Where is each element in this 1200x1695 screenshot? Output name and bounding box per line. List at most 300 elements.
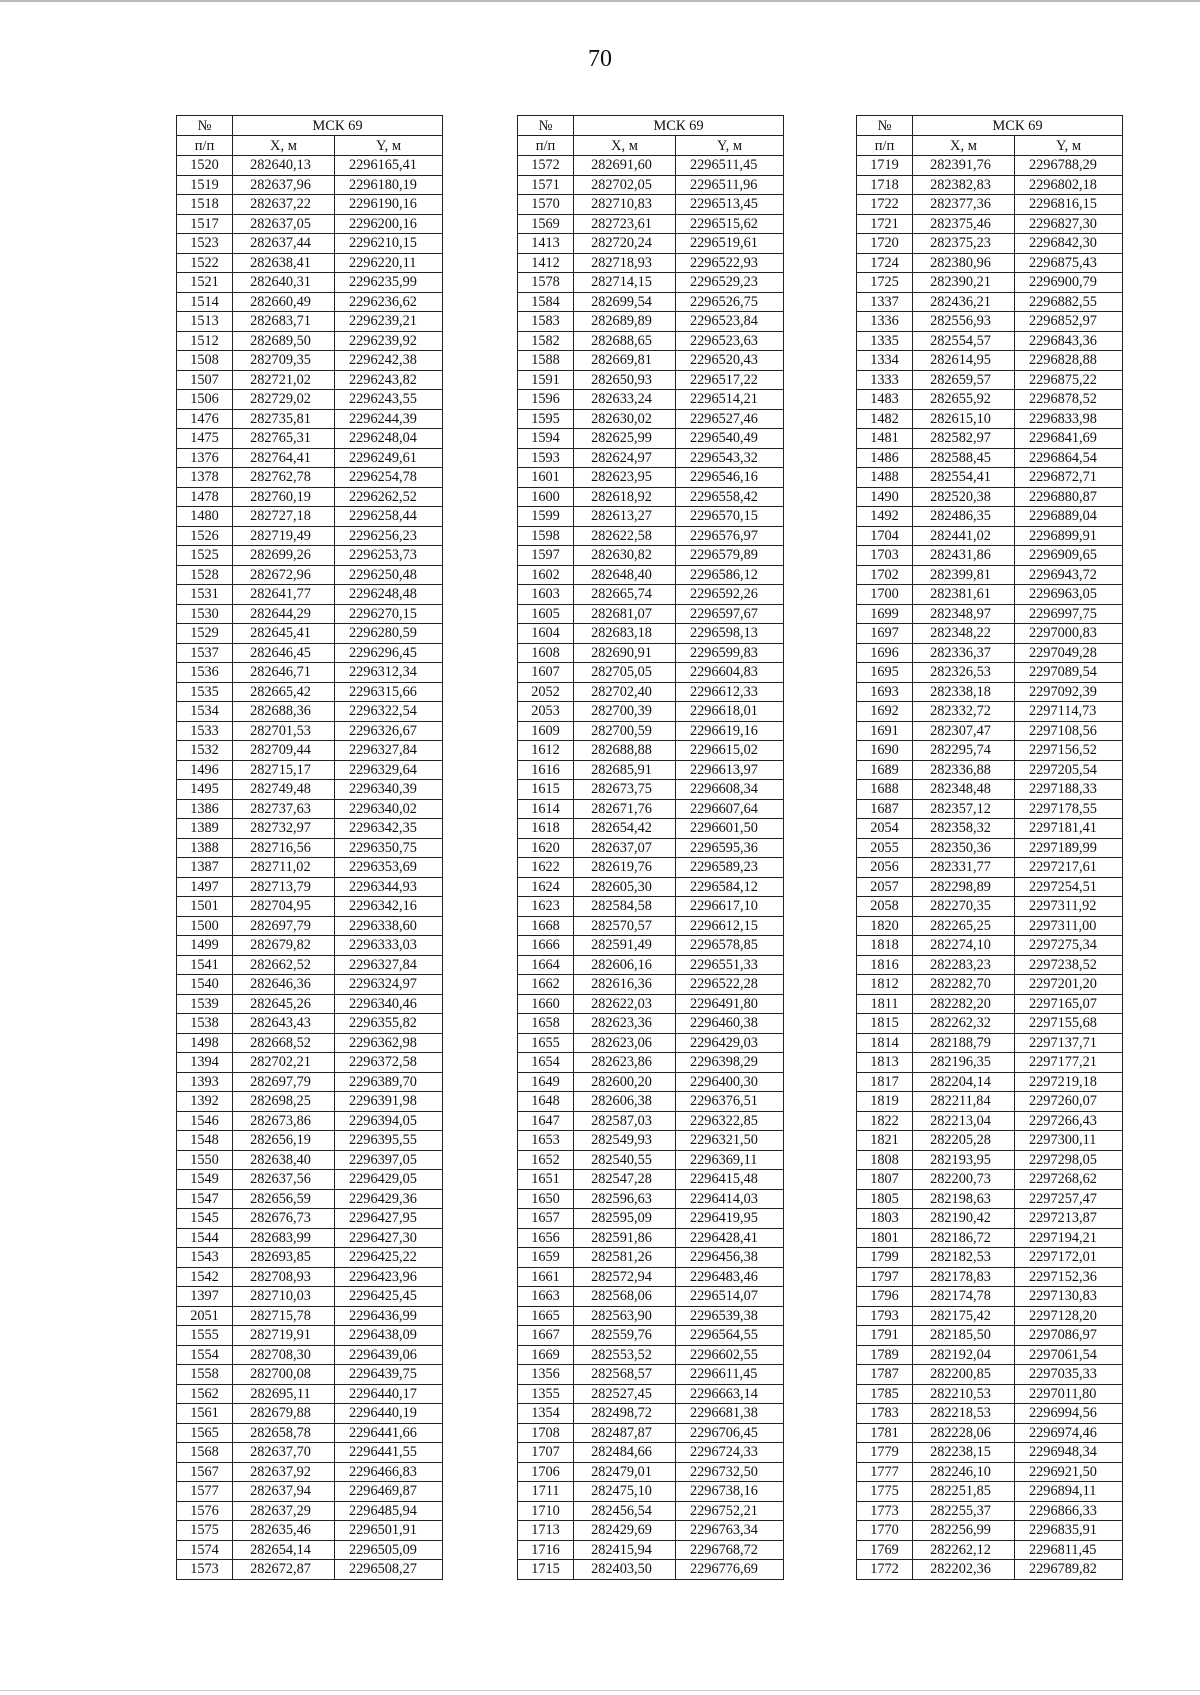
x-coordinate-cell: 282688,36 bbox=[233, 702, 335, 722]
x-coordinate-cell: 282563,90 bbox=[574, 1306, 676, 1326]
table-row bbox=[518, 975, 784, 995]
table-row bbox=[518, 663, 784, 683]
y-coordinate-cell: 2296738,16 bbox=[676, 1482, 784, 1502]
x-coordinate-cell: 282441,02 bbox=[913, 526, 1015, 546]
x-coordinate-cell: 282587,03 bbox=[574, 1111, 676, 1131]
x-coordinate-cell: 282700,39 bbox=[574, 702, 676, 722]
x-coordinate-cell: 282399,81 bbox=[913, 565, 1015, 585]
point-number-cell: 1656 bbox=[518, 1228, 574, 1248]
point-number-cell: 1785 bbox=[857, 1384, 913, 1404]
x-coordinate-cell: 282283,23 bbox=[913, 955, 1015, 975]
y-coordinate-cell: 2296491,80 bbox=[676, 994, 784, 1014]
point-number-cell: 1660 bbox=[518, 994, 574, 1014]
x-coordinate-cell: 282174,78 bbox=[913, 1287, 1015, 1307]
x-coordinate-cell: 282656,59 bbox=[233, 1189, 335, 1209]
point-number-cell: 1605 bbox=[518, 604, 574, 624]
point-number-cell: 1572 bbox=[518, 156, 574, 176]
table-row bbox=[518, 409, 784, 429]
point-number-cell: 1517 bbox=[177, 214, 233, 234]
table-row bbox=[177, 585, 443, 605]
x-coordinate-cell: 282646,36 bbox=[233, 975, 335, 995]
y-coordinate-cell: 2296324,97 bbox=[335, 975, 443, 995]
x-coordinate-cell: 282553,52 bbox=[574, 1345, 676, 1365]
table-row bbox=[518, 1131, 784, 1151]
table-row bbox=[177, 1482, 443, 1502]
point-number-cell: 1554 bbox=[177, 1345, 233, 1365]
table-row bbox=[518, 1111, 784, 1131]
table-row bbox=[177, 156, 443, 176]
y-coordinate-cell: 2296570,15 bbox=[676, 507, 784, 527]
point-number-cell: 1476 bbox=[177, 409, 233, 429]
point-number-cell: 1715 bbox=[518, 1560, 574, 1580]
y-coordinate-cell: 2296866,33 bbox=[1015, 1501, 1123, 1521]
y-coordinate-cell: 2296243,55 bbox=[335, 390, 443, 410]
y-coordinate-cell: 2296326,67 bbox=[335, 721, 443, 741]
table-row bbox=[857, 838, 1123, 858]
table-row bbox=[857, 663, 1123, 683]
table-row bbox=[857, 780, 1123, 800]
x-coordinate-cell: 282348,48 bbox=[913, 780, 1015, 800]
point-number-cell: 1543 bbox=[177, 1248, 233, 1268]
y-coordinate-cell: 2296899,91 bbox=[1015, 526, 1123, 546]
y-coordinate-cell: 2296527,46 bbox=[676, 409, 784, 429]
point-number-cell: 1558 bbox=[177, 1365, 233, 1385]
x-coordinate-cell: 282672,87 bbox=[233, 1560, 335, 1580]
table-row bbox=[177, 1404, 443, 1424]
x-coordinate-cell: 282568,06 bbox=[574, 1287, 676, 1307]
point-number-cell: 1704 bbox=[857, 526, 913, 546]
point-number-cell: 1388 bbox=[177, 838, 233, 858]
point-number-cell: 1711 bbox=[518, 1482, 574, 1502]
y-coordinate-cell: 2297181,41 bbox=[1015, 819, 1123, 839]
point-number-cell: 1526 bbox=[177, 526, 233, 546]
point-number-cell: 1661 bbox=[518, 1267, 574, 1287]
y-coordinate-cell: 2296441,66 bbox=[335, 1423, 443, 1443]
y-coordinate-cell: 2297011,80 bbox=[1015, 1384, 1123, 1404]
y-coordinate-cell: 2296802,18 bbox=[1015, 175, 1123, 195]
y-coordinate-cell: 2296835,91 bbox=[1015, 1521, 1123, 1541]
point-number-cell: 1555 bbox=[177, 1326, 233, 1346]
y-coordinate-cell: 2296872,71 bbox=[1015, 468, 1123, 488]
x-coordinate-cell: 282697,79 bbox=[233, 916, 335, 936]
point-number-cell: 1574 bbox=[177, 1540, 233, 1560]
y-coordinate-cell: 2296340,46 bbox=[335, 994, 443, 1014]
point-number-cell: 1355 bbox=[518, 1384, 574, 1404]
y-coordinate-cell: 2296242,38 bbox=[335, 351, 443, 371]
y-coordinate-cell: 2297061,54 bbox=[1015, 1345, 1123, 1365]
y-coordinate-cell: 2296539,38 bbox=[676, 1306, 784, 1326]
table-row bbox=[177, 1053, 443, 1073]
table-row bbox=[518, 741, 784, 761]
table-row bbox=[177, 760, 443, 780]
point-number-cell: 1654 bbox=[518, 1053, 574, 1073]
y-coordinate-cell: 2296828,88 bbox=[1015, 351, 1123, 371]
point-number-cell: 1495 bbox=[177, 780, 233, 800]
table-row bbox=[177, 936, 443, 956]
table-row bbox=[857, 234, 1123, 254]
table-row bbox=[857, 1443, 1123, 1463]
point-number-cell: 1608 bbox=[518, 643, 574, 663]
point-number-cell: 1817 bbox=[857, 1072, 913, 1092]
table-row bbox=[177, 468, 443, 488]
x-coordinate-cell: 282643,43 bbox=[233, 1014, 335, 1034]
point-number-cell: 1576 bbox=[177, 1501, 233, 1521]
x-coordinate-cell: 282702,05 bbox=[574, 175, 676, 195]
y-coordinate-cell: 2296344,93 bbox=[335, 877, 443, 897]
x-coordinate-cell: 282382,83 bbox=[913, 175, 1015, 195]
y-coordinate-cell: 2296816,15 bbox=[1015, 195, 1123, 215]
y-coordinate-cell: 2296244,39 bbox=[335, 409, 443, 429]
y-coordinate-cell: 2296517,22 bbox=[676, 370, 784, 390]
table-row bbox=[177, 975, 443, 995]
x-coordinate-cell: 282716,56 bbox=[233, 838, 335, 858]
x-coordinate-cell: 282729,02 bbox=[233, 390, 335, 410]
table-row bbox=[177, 1209, 443, 1229]
table-row bbox=[518, 897, 784, 917]
y-coordinate-cell: 2296248,04 bbox=[335, 429, 443, 449]
table-row bbox=[518, 682, 784, 702]
point-number-cell: 2051 bbox=[177, 1306, 233, 1326]
point-number-cell: 1534 bbox=[177, 702, 233, 722]
point-number-cell: 1603 bbox=[518, 585, 574, 605]
y-coordinate-cell: 2296253,73 bbox=[335, 546, 443, 566]
x-coordinate-cell: 282624,97 bbox=[574, 448, 676, 468]
table-row bbox=[518, 448, 784, 468]
y-coordinate-cell: 2296350,75 bbox=[335, 838, 443, 858]
table-row bbox=[518, 643, 784, 663]
point-number-cell: 1797 bbox=[857, 1267, 913, 1287]
point-number-cell: 1573 bbox=[177, 1560, 233, 1580]
point-number-cell: 1618 bbox=[518, 819, 574, 839]
y-coordinate-cell: 2296429,36 bbox=[335, 1189, 443, 1209]
point-number-cell: 1595 bbox=[518, 409, 574, 429]
point-number-cell: 1499 bbox=[177, 936, 233, 956]
y-coordinate-cell: 2296428,41 bbox=[676, 1228, 784, 1248]
y-coordinate-cell: 2296579,89 bbox=[676, 546, 784, 566]
x-coordinate-cell: 282391,76 bbox=[913, 156, 1015, 176]
y-coordinate-cell: 2296732,50 bbox=[676, 1462, 784, 1482]
table-row bbox=[518, 1345, 784, 1365]
y-coordinate-cell: 2296340,02 bbox=[335, 799, 443, 819]
column-header-number: № bbox=[177, 116, 233, 136]
x-coordinate-cell: 282570,57 bbox=[574, 916, 676, 936]
y-coordinate-cell: 2296501,91 bbox=[335, 1521, 443, 1541]
table-row bbox=[857, 721, 1123, 741]
point-number-cell: 1547 bbox=[177, 1189, 233, 1209]
point-number-cell: 1535 bbox=[177, 682, 233, 702]
y-coordinate-cell: 2297188,33 bbox=[1015, 780, 1123, 800]
point-number-cell: 1523 bbox=[177, 234, 233, 254]
y-coordinate-cell: 2297130,83 bbox=[1015, 1287, 1123, 1307]
x-coordinate-cell: 282375,23 bbox=[913, 234, 1015, 254]
point-number-cell: 1481 bbox=[857, 429, 913, 449]
y-coordinate-cell: 2297189,99 bbox=[1015, 838, 1123, 858]
y-coordinate-cell: 2296880,87 bbox=[1015, 487, 1123, 507]
y-coordinate-cell: 2296852,97 bbox=[1015, 312, 1123, 332]
point-number-cell: 1336 bbox=[857, 312, 913, 332]
point-number-cell: 1519 bbox=[177, 175, 233, 195]
point-number-cell: 1658 bbox=[518, 1014, 574, 1034]
point-number-cell: 1812 bbox=[857, 975, 913, 995]
x-coordinate-cell: 282415,94 bbox=[574, 1540, 676, 1560]
table-row bbox=[177, 234, 443, 254]
x-coordinate-cell: 282715,17 bbox=[233, 760, 335, 780]
x-coordinate-cell: 282282,20 bbox=[913, 994, 1015, 1014]
point-number-cell: 1393 bbox=[177, 1072, 233, 1092]
point-number-cell: 1596 bbox=[518, 390, 574, 410]
x-coordinate-cell: 282646,45 bbox=[233, 643, 335, 663]
x-coordinate-cell: 282381,61 bbox=[913, 585, 1015, 605]
y-coordinate-cell: 2296776,69 bbox=[676, 1560, 784, 1580]
point-number-cell: 1565 bbox=[177, 1423, 233, 1443]
x-coordinate-cell: 282613,27 bbox=[574, 507, 676, 527]
point-number-cell: 1397 bbox=[177, 1287, 233, 1307]
table-row bbox=[177, 351, 443, 371]
y-coordinate-cell: 2296340,39 bbox=[335, 780, 443, 800]
table-row bbox=[857, 877, 1123, 897]
table-row bbox=[518, 1072, 784, 1092]
x-coordinate-cell: 282715,78 bbox=[233, 1306, 335, 1326]
y-coordinate-cell: 2296372,58 bbox=[335, 1053, 443, 1073]
y-coordinate-cell: 2296842,30 bbox=[1015, 234, 1123, 254]
y-coordinate-cell: 2296322,54 bbox=[335, 702, 443, 722]
point-number-cell: 1512 bbox=[177, 331, 233, 351]
x-coordinate-cell: 282606,16 bbox=[574, 955, 676, 975]
point-number-cell: 1689 bbox=[857, 760, 913, 780]
y-coordinate-cell: 2296429,05 bbox=[335, 1170, 443, 1190]
table-row bbox=[857, 487, 1123, 507]
point-number-cell: 1653 bbox=[518, 1131, 574, 1151]
y-coordinate-cell: 2297213,87 bbox=[1015, 1209, 1123, 1229]
y-coordinate-cell: 2296236,62 bbox=[335, 292, 443, 312]
x-coordinate-cell: 282332,72 bbox=[913, 702, 1015, 722]
y-coordinate-cell: 2296355,82 bbox=[335, 1014, 443, 1034]
x-coordinate-cell: 282637,56 bbox=[233, 1170, 335, 1190]
y-coordinate-cell: 2296180,19 bbox=[335, 175, 443, 195]
table-row bbox=[857, 351, 1123, 371]
x-coordinate-cell: 282689,89 bbox=[574, 312, 676, 332]
table-row bbox=[857, 1560, 1123, 1580]
x-coordinate-cell: 282357,12 bbox=[913, 799, 1015, 819]
point-number-cell: 1575 bbox=[177, 1521, 233, 1541]
table-row bbox=[518, 507, 784, 527]
point-number-cell: 1507 bbox=[177, 370, 233, 390]
point-number-cell: 1772 bbox=[857, 1560, 913, 1580]
point-number-cell: 1719 bbox=[857, 156, 913, 176]
point-number-cell: 1814 bbox=[857, 1033, 913, 1053]
point-number-cell: 1600 bbox=[518, 487, 574, 507]
scan-border-top bbox=[0, 0, 1200, 2]
table-row bbox=[177, 1365, 443, 1385]
table-row bbox=[857, 994, 1123, 1014]
table-row bbox=[857, 799, 1123, 819]
table-row bbox=[857, 1150, 1123, 1170]
table-row bbox=[518, 468, 784, 488]
y-coordinate-cell: 2296441,55 bbox=[335, 1443, 443, 1463]
x-coordinate-cell: 282672,96 bbox=[233, 565, 335, 585]
y-coordinate-cell: 2297205,54 bbox=[1015, 760, 1123, 780]
y-coordinate-cell: 2296469,87 bbox=[335, 1482, 443, 1502]
y-coordinate-cell: 2297155,68 bbox=[1015, 1014, 1123, 1034]
y-coordinate-cell: 2296909,65 bbox=[1015, 546, 1123, 566]
table-row bbox=[518, 1228, 784, 1248]
x-coordinate-cell: 282638,40 bbox=[233, 1150, 335, 1170]
point-number-cell: 1773 bbox=[857, 1501, 913, 1521]
y-coordinate-cell: 2296613,97 bbox=[676, 760, 784, 780]
point-number-cell: 1664 bbox=[518, 955, 574, 975]
table-row bbox=[518, 955, 784, 975]
x-coordinate-cell: 282665,74 bbox=[574, 585, 676, 605]
x-coordinate-cell: 282572,94 bbox=[574, 1267, 676, 1287]
table-row bbox=[857, 1053, 1123, 1073]
point-number-cell: 1607 bbox=[518, 663, 574, 683]
y-coordinate-cell: 2296270,15 bbox=[335, 604, 443, 624]
y-coordinate-cell: 2296522,93 bbox=[676, 253, 784, 273]
x-coordinate-cell: 282211,84 bbox=[913, 1092, 1015, 1112]
y-coordinate-cell: 2296439,06 bbox=[335, 1345, 443, 1365]
y-coordinate-cell: 2296875,22 bbox=[1015, 370, 1123, 390]
point-number-cell: 1601 bbox=[518, 468, 574, 488]
y-coordinate-cell: 2296788,29 bbox=[1015, 156, 1123, 176]
x-coordinate-cell: 282202,36 bbox=[913, 1560, 1015, 1580]
x-coordinate-cell: 282377,36 bbox=[913, 195, 1015, 215]
y-coordinate-cell: 2296280,59 bbox=[335, 624, 443, 644]
y-coordinate-cell: 2296508,27 bbox=[335, 1560, 443, 1580]
x-coordinate-cell: 282255,37 bbox=[913, 1501, 1015, 1521]
point-number-cell: 1693 bbox=[857, 682, 913, 702]
x-coordinate-cell: 282654,14 bbox=[233, 1540, 335, 1560]
x-coordinate-cell: 282614,95 bbox=[913, 351, 1015, 371]
point-number-cell: 1822 bbox=[857, 1111, 913, 1131]
y-coordinate-cell: 2296618,01 bbox=[676, 702, 784, 722]
table-row bbox=[177, 1248, 443, 1268]
x-coordinate-cell: 282486,35 bbox=[913, 507, 1015, 527]
point-number-cell: 1791 bbox=[857, 1326, 913, 1346]
table-row bbox=[857, 585, 1123, 605]
y-coordinate-cell: 2297260,07 bbox=[1015, 1092, 1123, 1112]
point-number-cell: 1807 bbox=[857, 1170, 913, 1190]
x-coordinate-cell: 282456,54 bbox=[574, 1501, 676, 1521]
table-row bbox=[857, 526, 1123, 546]
point-number-cell: 1498 bbox=[177, 1033, 233, 1053]
y-coordinate-cell: 2296419,95 bbox=[676, 1209, 784, 1229]
point-number-cell: 1722 bbox=[857, 195, 913, 215]
x-coordinate-cell: 282655,92 bbox=[913, 390, 1015, 410]
x-coordinate-cell: 282719,91 bbox=[233, 1326, 335, 1346]
x-coordinate-cell: 282723,61 bbox=[574, 214, 676, 234]
y-coordinate-cell: 2296414,03 bbox=[676, 1189, 784, 1209]
point-number-cell: 1779 bbox=[857, 1443, 913, 1463]
table-row bbox=[177, 663, 443, 683]
x-coordinate-cell: 282350,36 bbox=[913, 838, 1015, 858]
x-coordinate-cell: 282498,72 bbox=[574, 1404, 676, 1424]
y-coordinate-cell: 2296595,36 bbox=[676, 838, 784, 858]
y-coordinate-cell: 2296604,83 bbox=[676, 663, 784, 683]
point-number-cell: 1820 bbox=[857, 916, 913, 936]
point-number-cell: 1692 bbox=[857, 702, 913, 722]
point-number-cell: 1542 bbox=[177, 1267, 233, 1287]
y-coordinate-cell: 2296681,38 bbox=[676, 1404, 784, 1424]
point-number-cell: 1609 bbox=[518, 721, 574, 741]
table-row bbox=[857, 760, 1123, 780]
x-coordinate-cell: 282637,05 bbox=[233, 214, 335, 234]
point-number-cell: 1492 bbox=[857, 507, 913, 527]
y-coordinate-cell: 2296423,96 bbox=[335, 1267, 443, 1287]
point-number-cell: 1480 bbox=[177, 507, 233, 527]
y-coordinate-cell: 2296190,16 bbox=[335, 195, 443, 215]
y-coordinate-cell: 2297128,20 bbox=[1015, 1306, 1123, 1326]
table-row bbox=[177, 916, 443, 936]
point-number-cell: 2053 bbox=[518, 702, 574, 722]
y-coordinate-cell: 2296894,11 bbox=[1015, 1482, 1123, 1502]
x-coordinate-cell: 282588,45 bbox=[913, 448, 1015, 468]
table-row bbox=[518, 565, 784, 585]
table-row bbox=[518, 1189, 784, 1209]
y-coordinate-cell: 2296466,83 bbox=[335, 1462, 443, 1482]
point-number-cell: 1690 bbox=[857, 741, 913, 761]
point-number-cell: 1508 bbox=[177, 351, 233, 371]
table-row bbox=[857, 1131, 1123, 1151]
x-coordinate-cell: 282623,95 bbox=[574, 468, 676, 488]
table-row bbox=[857, 1209, 1123, 1229]
y-coordinate-cell: 2296296,45 bbox=[335, 643, 443, 663]
y-coordinate-cell: 2296514,07 bbox=[676, 1287, 784, 1307]
point-number-cell: 1584 bbox=[518, 292, 574, 312]
point-number-cell: 1818 bbox=[857, 936, 913, 956]
y-coordinate-cell: 2296752,21 bbox=[676, 1501, 784, 1521]
x-coordinate-cell: 282721,02 bbox=[233, 370, 335, 390]
y-coordinate-cell: 2297114,73 bbox=[1015, 702, 1123, 722]
table-row bbox=[177, 1384, 443, 1404]
y-coordinate-cell: 2296165,41 bbox=[335, 156, 443, 176]
y-coordinate-cell: 2296619,16 bbox=[676, 721, 784, 741]
table-row bbox=[518, 195, 784, 215]
table-row bbox=[177, 858, 443, 878]
table-row bbox=[857, 253, 1123, 273]
table-row bbox=[177, 702, 443, 722]
table-row bbox=[857, 1306, 1123, 1326]
y-coordinate-cell: 2296833,98 bbox=[1015, 409, 1123, 429]
point-number-cell: 1532 bbox=[177, 741, 233, 761]
x-coordinate-cell: 282262,32 bbox=[913, 1014, 1015, 1034]
y-coordinate-cell: 2296513,45 bbox=[676, 195, 784, 215]
table-row bbox=[177, 1423, 443, 1443]
x-coordinate-cell: 282640,13 bbox=[233, 156, 335, 176]
point-number-cell: 1623 bbox=[518, 897, 574, 917]
table-row bbox=[857, 1228, 1123, 1248]
table-row bbox=[177, 1560, 443, 1580]
table-row bbox=[857, 195, 1123, 215]
x-coordinate-cell: 282196,35 bbox=[913, 1053, 1015, 1073]
x-coordinate-cell: 282699,26 bbox=[233, 546, 335, 566]
y-coordinate-cell: 2296485,94 bbox=[335, 1501, 443, 1521]
point-number-cell: 1536 bbox=[177, 663, 233, 683]
point-number-cell: 1708 bbox=[518, 1423, 574, 1443]
table-row bbox=[177, 448, 443, 468]
table-row bbox=[857, 214, 1123, 234]
x-coordinate-cell: 282270,35 bbox=[913, 897, 1015, 917]
x-coordinate-cell: 282582,97 bbox=[913, 429, 1015, 449]
table-row bbox=[518, 585, 784, 605]
x-coordinate-cell: 282547,28 bbox=[574, 1170, 676, 1190]
point-number-cell: 1483 bbox=[857, 390, 913, 410]
table-row bbox=[857, 1092, 1123, 1112]
point-number-cell: 1699 bbox=[857, 604, 913, 624]
point-number-cell: 1775 bbox=[857, 1482, 913, 1502]
y-coordinate-cell: 2296342,35 bbox=[335, 819, 443, 839]
y-coordinate-cell: 2296578,85 bbox=[676, 936, 784, 956]
table-body bbox=[857, 156, 1123, 1580]
